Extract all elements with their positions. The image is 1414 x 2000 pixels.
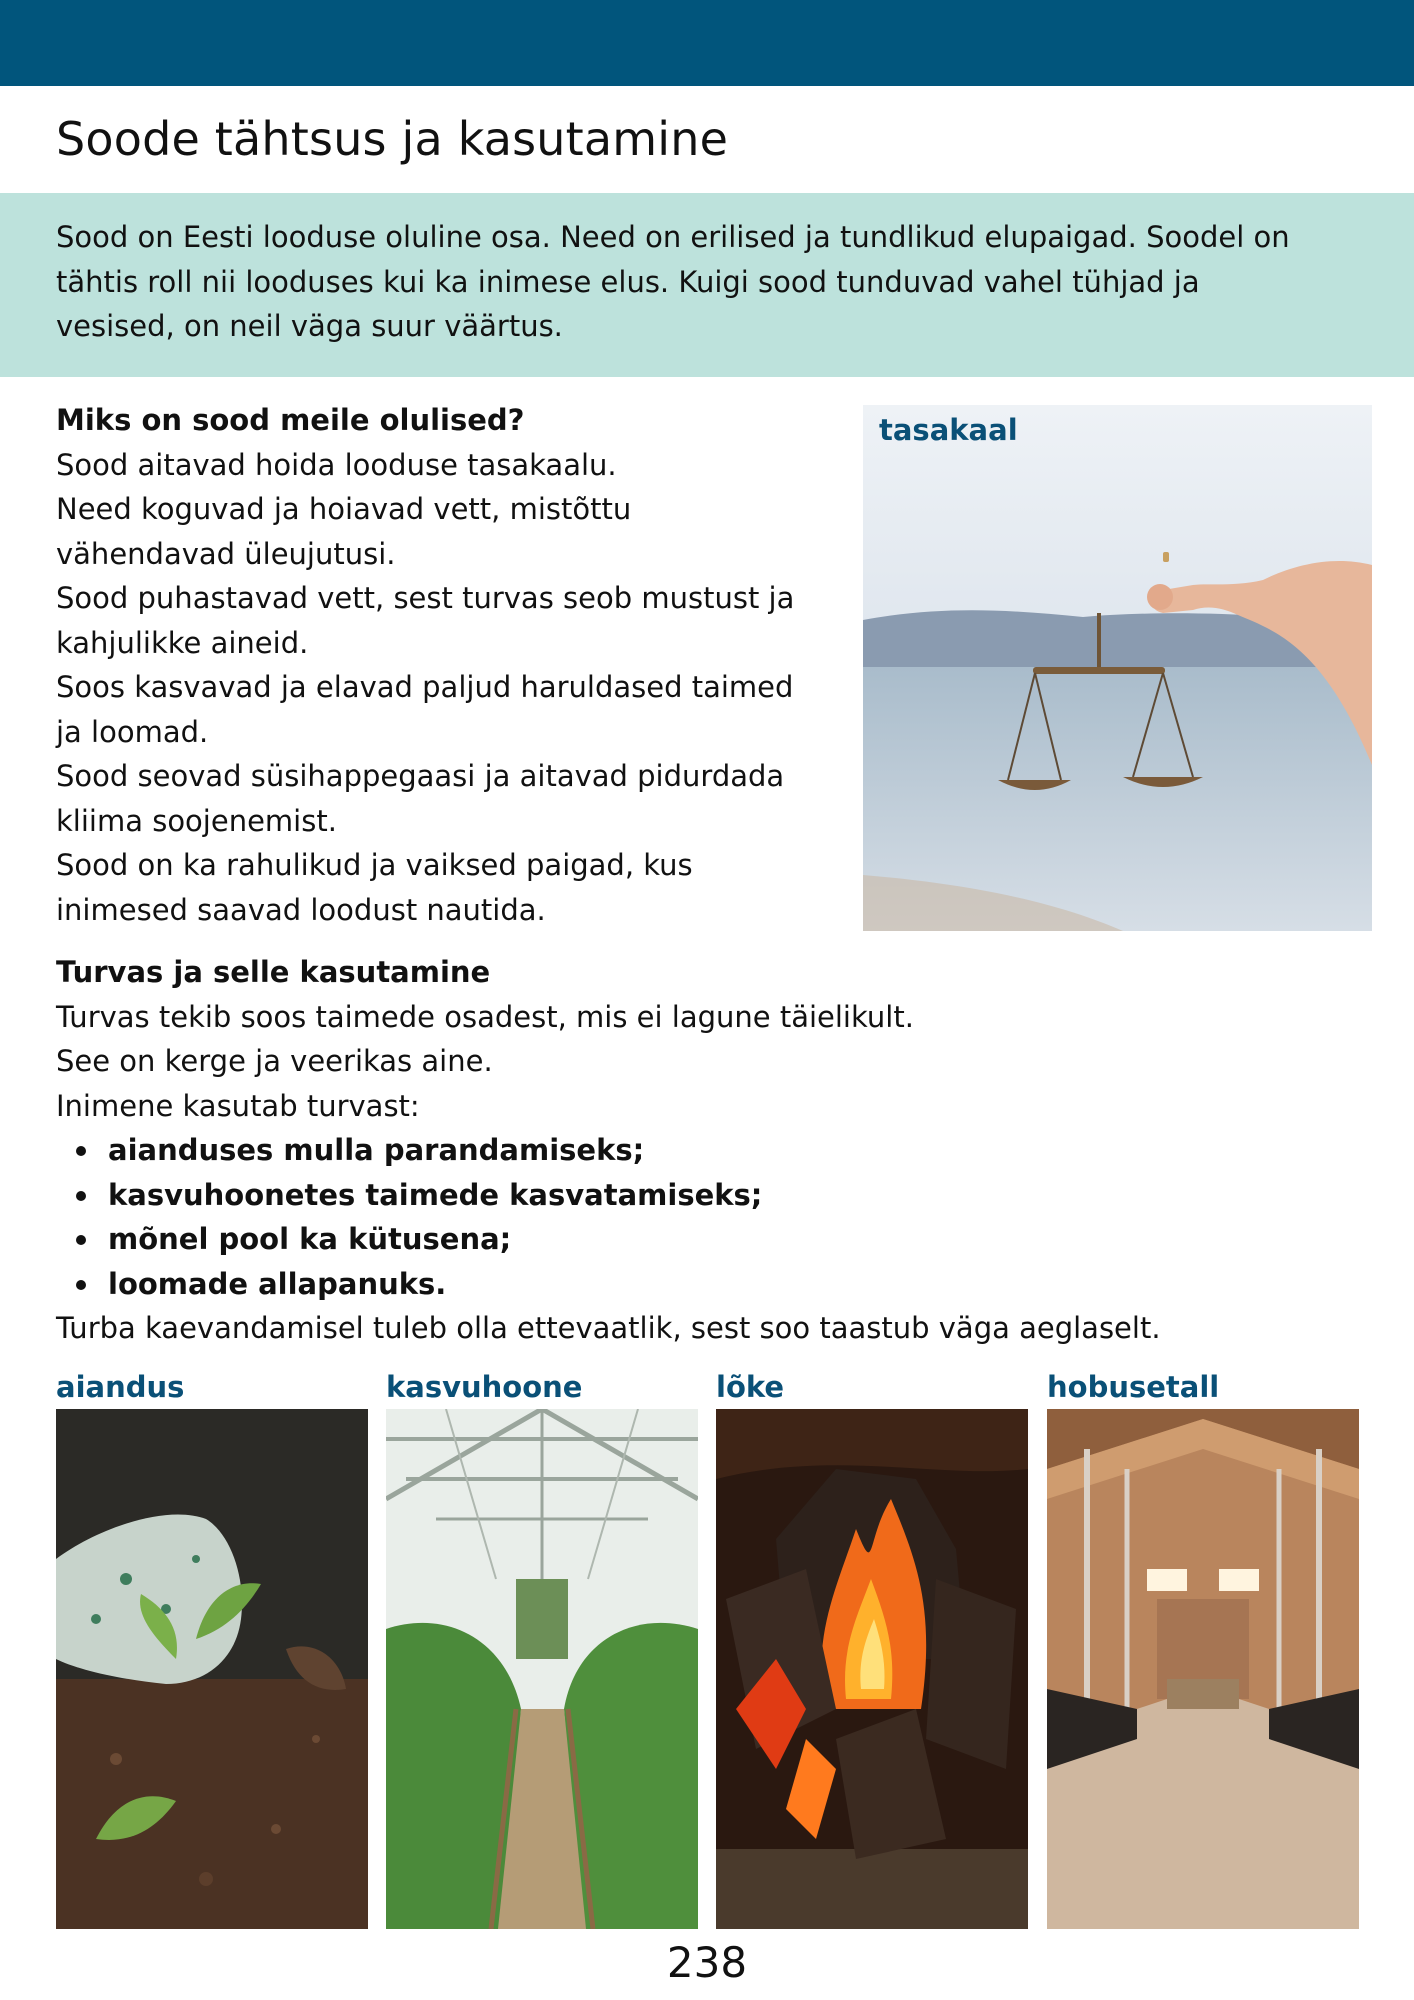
text-line: Inimene kasutab turvast: xyxy=(56,1088,420,1123)
text-line: Soos kasvavad ja elavad paljud haruldased taimed xyxy=(56,670,794,704)
intro-box xyxy=(0,193,1414,377)
section-importance xyxy=(56,398,836,932)
text-line: vähendavad üleujutusi. xyxy=(56,536,396,571)
greenhouse-photo xyxy=(386,1409,698,1929)
text-line: kliima soojenemist. xyxy=(56,803,337,838)
text-line: Sood seovad süsihappegaasi ja aitavad pidurdada xyxy=(56,759,785,793)
list-item: aianduses mulla parandamiseks; xyxy=(76,1128,1356,1173)
photo-label: aiandus xyxy=(56,1370,185,1404)
text-line: Turba kaevandamisel tuleb olla ettevaatlik, sest soo taastub väga aeglaselt. xyxy=(56,1311,1161,1345)
stable-photo xyxy=(1047,1409,1359,1929)
text-line: Need koguvad ja hoiavad vett, mistõttu xyxy=(56,492,632,526)
page-number: 238 xyxy=(666,1938,748,1987)
photo-label: hobusetall xyxy=(1047,1370,1220,1404)
intro-line: Sood on Eesti looduse oluline osa. Need on erilised ja tundlikud elupaigad. Soodel on xyxy=(56,220,1290,254)
text-line: kahjulikke aineid. xyxy=(56,625,309,660)
top-banner xyxy=(0,0,1414,86)
text-line: ja loomad. xyxy=(56,714,209,749)
list-item: kasvuhoonetes taimede kasvatamiseks; xyxy=(76,1173,1356,1218)
list-item: mõnel pool ka kütusena; xyxy=(76,1217,1356,1262)
text-line: Sood aitavad hoida looduse tasakaalu. xyxy=(56,447,617,482)
section-heading: Miks on sood meile olulised? xyxy=(56,403,525,437)
section-peat xyxy=(56,950,1356,1351)
intro-line: vesised, on neil väga suur väärtus. xyxy=(56,309,563,343)
photo-label: tasakaal xyxy=(879,413,1018,447)
photo-gallery xyxy=(0,1370,1414,1930)
section-heading: Turvas ja selle kasutamine xyxy=(56,955,491,989)
scales-photo xyxy=(863,405,1372,931)
intro-line: tähtis roll nii looduses kui ka inimese elus. Kuigi sood tunduvad vahel tühjad ja xyxy=(56,264,1200,299)
photo-label: lõke xyxy=(716,1370,785,1404)
text-line: Sood puhastavad vett, sest turvas seob mustust ja xyxy=(56,581,795,615)
usage-list xyxy=(76,1128,1356,1306)
gardening-photo xyxy=(56,1409,368,1929)
list-item: loomade allapanuks. xyxy=(76,1262,1356,1307)
photo-label: kasvuhoone xyxy=(386,1370,583,1404)
text-line: Turvas tekib soos taimede osadest, mis ei lagune täielikult. xyxy=(56,999,914,1034)
text-line: inimesed saavad loodust nautida. xyxy=(56,892,546,927)
scales-illustration xyxy=(863,405,1372,931)
text-line: See on kerge ja veerikas aine. xyxy=(56,1044,493,1078)
peat-fire-photo xyxy=(716,1409,1028,1929)
page-title: Soode tähtsus ja kasutamine xyxy=(56,112,729,166)
text-line: Sood on ka rahulikud ja vaiksed paigad, kus xyxy=(56,848,693,882)
